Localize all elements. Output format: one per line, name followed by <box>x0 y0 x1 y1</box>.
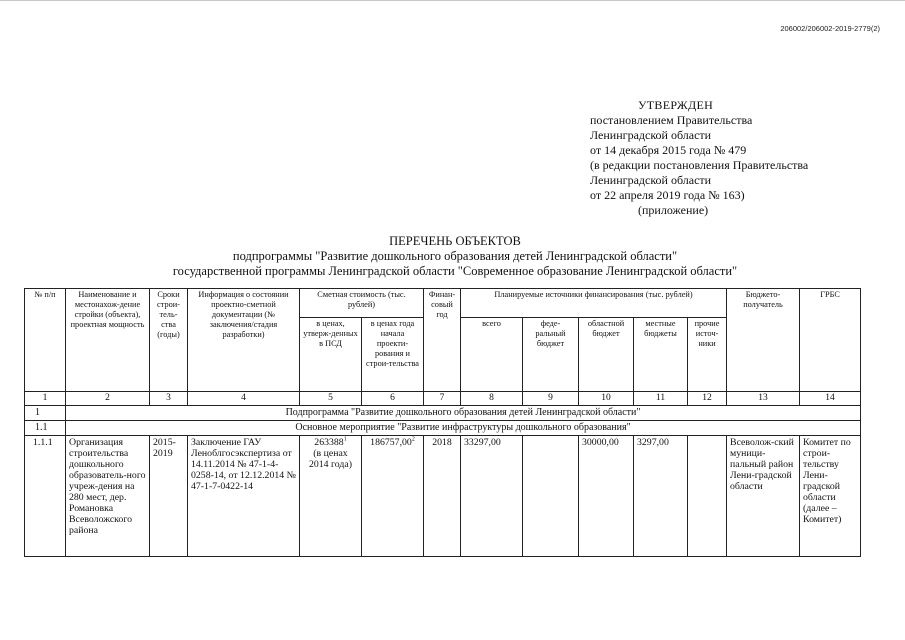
approval-line: Ленинградской области <box>590 173 712 187</box>
header-recipient: Бюджето-получатель <box>727 289 800 392</box>
column-number: 11 <box>634 392 688 406</box>
row-cost-start <box>362 436 424 557</box>
approval-line: (в редакции постановления Правительства <box>590 158 809 172</box>
header-row-1 <box>25 289 861 318</box>
header-cost-start-year: в ценах года начала проекти-рования и строи-тельства <box>362 318 424 392</box>
top-border-line <box>0 0 905 1</box>
header-funding-sources: Планируемые источники финансирования (тыс. рублей) <box>461 289 727 318</box>
column-number: 5 <box>300 392 362 406</box>
column-number: 7 <box>424 392 461 406</box>
document-title <box>60 234 850 279</box>
section-row-main-activity <box>25 421 861 436</box>
approval-line: постановлением Правительства <box>590 113 753 127</box>
header-terms: Сроки строи-тель-ства (годы) <box>150 289 188 392</box>
cost-psd-note: (в ценах 2014 года) <box>308 448 353 470</box>
header-local: местные бюджеты <box>634 318 688 392</box>
title-line-2: подпрограммы "Развитие дошкольного образования детей Ленинградской области" <box>232 249 678 263</box>
column-number: 6 <box>362 392 424 406</box>
section-row-subprogram <box>25 406 861 421</box>
column-numbers-row <box>25 392 861 406</box>
header-cost-psd: в ценах, утверж-денных в ПСД <box>300 318 362 392</box>
row-object-name: Организация строительства дошкольного образователь-ного учреж-дения на 280 мест, дер. Романовка Всеволожского района <box>66 436 150 557</box>
header-regional: областной бюджет <box>579 318 634 392</box>
section-number: 1.1 <box>25 421 66 436</box>
cost-psd-value: 263388 <box>314 437 344 448</box>
approval-line: Ленинградской области <box>590 128 712 142</box>
column-number: 8 <box>461 392 523 406</box>
section-title: Основное мероприятие "Развитие инфраструктуры дошкольного образования" <box>66 421 861 436</box>
row-grbs: Комитет по строи-тельству Лени-градской области (далее – Комитет) <box>800 436 861 557</box>
row-local: 3297,00 <box>634 436 688 557</box>
column-number: 3 <box>150 392 188 406</box>
column-number: 2 <box>66 392 150 406</box>
column-number: 14 <box>800 392 861 406</box>
approval-line: от 22 апреля 2019 года № 163) <box>590 188 745 202</box>
header-psd-info: Информация о состоянии проектно-сметной документации (№ заключения/стадия разработки) <box>188 289 300 392</box>
row-other <box>688 436 727 557</box>
column-number: 4 <box>188 392 300 406</box>
table-row <box>25 436 861 557</box>
row-number: 1.1.1 <box>25 436 66 557</box>
row-cost-psd <box>300 436 362 557</box>
row-total: 33297,00 <box>461 436 523 557</box>
title-line-1: ПЕРЕЧЕНЬ ОБЪЕКТОВ <box>389 234 521 248</box>
header-num: № п/п <box>25 289 66 392</box>
header-federal: феде-ральный бюджет <box>523 318 579 392</box>
approval-line-appendix: (приложение) <box>638 203 709 217</box>
header-grbs: ГРБС <box>800 289 861 392</box>
row-recipient: Всеволож-ский муници-пальный район Лени-градской области <box>727 436 800 557</box>
column-number: 12 <box>688 392 727 406</box>
approval-line-approved: УТВЕРЖДЕН <box>638 98 714 112</box>
section-title: Подпрограмма "Развитие дошкольного образования детей Ленинградской области" <box>66 406 861 421</box>
column-number: 10 <box>579 392 634 406</box>
header-estimated-cost: Сметная стоимость (тыс. рублей) <box>300 289 424 318</box>
section-number: 1 <box>25 406 66 421</box>
row-financial-year: 2018 <box>424 436 461 557</box>
footnote-mark: 1 <box>343 436 347 443</box>
row-psd-info: Заключение ГАУ Леноблгосэкспертиза от 14.11.2014 № 47-1-4-0258-14, от 12.12.2014 № 47-1-7-0422-14 <box>188 436 300 557</box>
header-name: Наименование и местонахож-дение стройки (объекта), проектная мощность <box>66 289 150 392</box>
header-other: прочие источ-ники <box>688 318 727 392</box>
cost-start-value: 186757,00 <box>370 437 412 448</box>
footnote-mark: 2 <box>411 436 415 443</box>
objects-table <box>24 288 861 557</box>
row-construction-terms: 2015-2019 <box>150 436 188 557</box>
title-line-3: государственной программы Ленинградской области "Современное образование Ленинградской области" <box>172 264 738 278</box>
column-number: 9 <box>523 392 579 406</box>
document-id: 206002/206002-2019-2779(2) <box>780 24 880 33</box>
row-federal <box>523 436 579 557</box>
row-regional: 30000,00 <box>579 436 634 557</box>
header-total: всего <box>461 318 523 392</box>
column-number: 1 <box>25 392 66 406</box>
approval-line: от 14 декабря 2015 года № 479 <box>590 143 747 157</box>
approval-stamp <box>590 98 840 218</box>
column-number: 13 <box>727 392 800 406</box>
header-financial-year: Финан-совый год <box>424 289 461 392</box>
